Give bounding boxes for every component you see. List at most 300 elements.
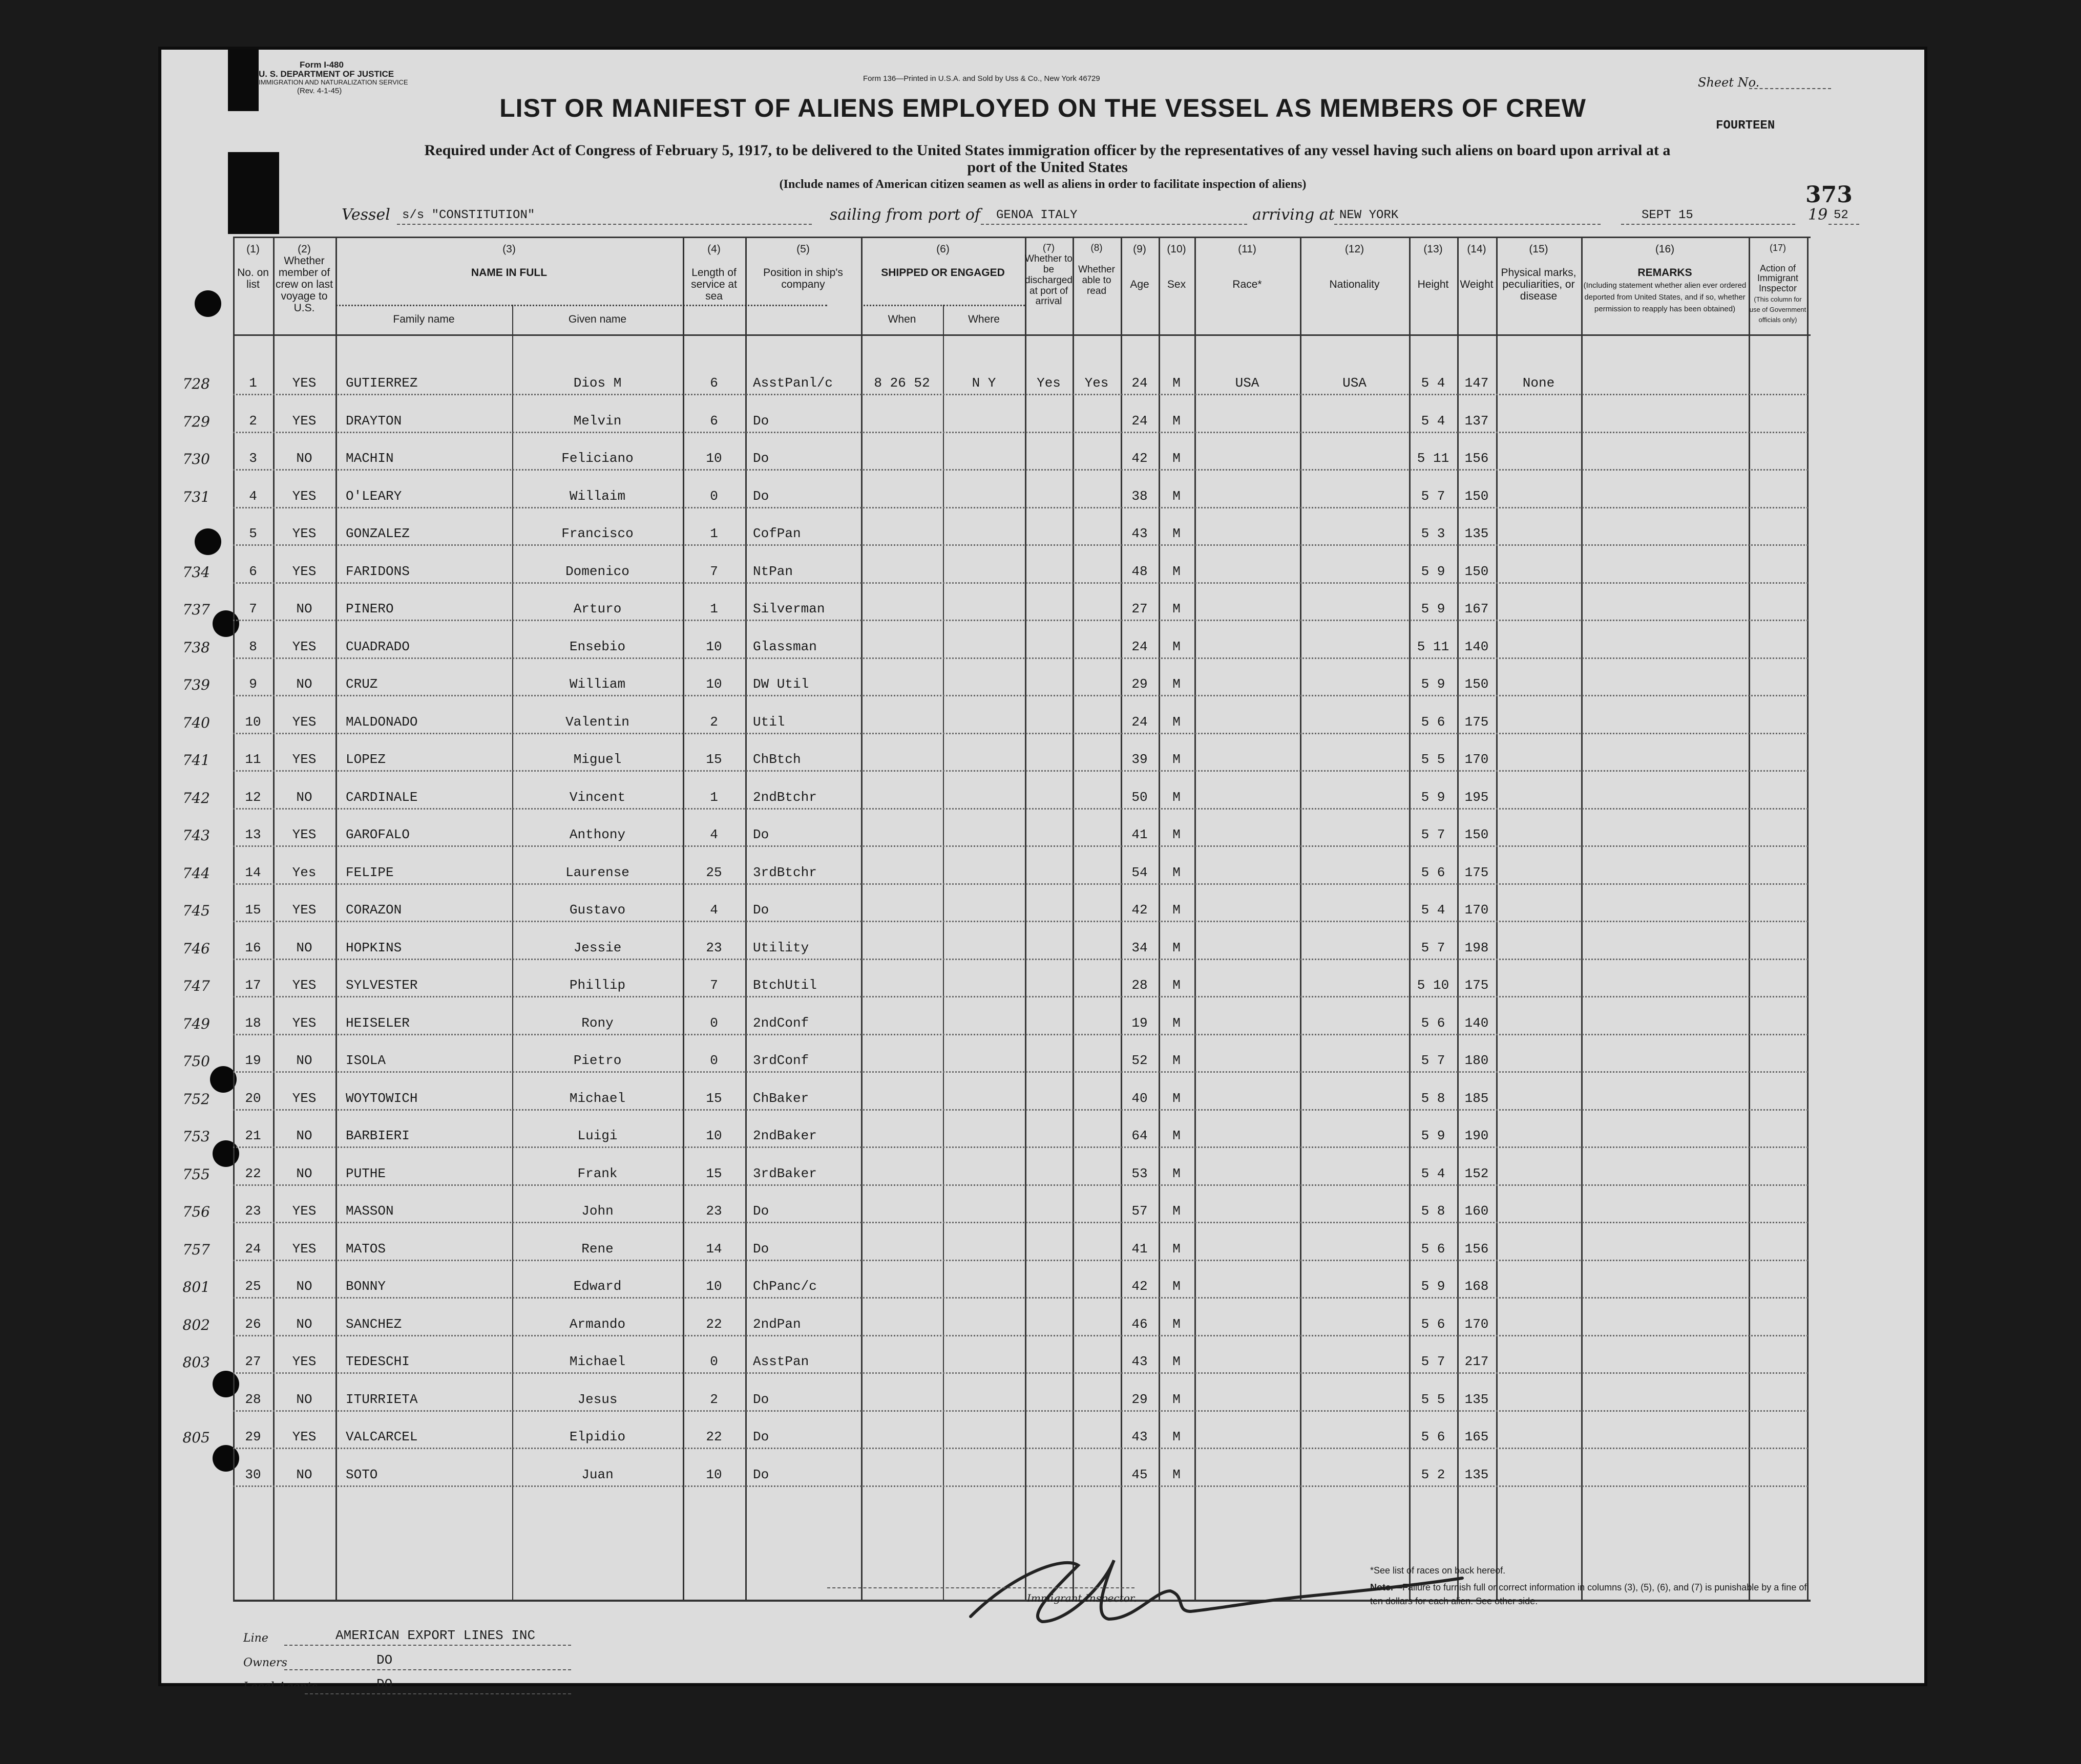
row-number: 18 bbox=[245, 1015, 261, 1031]
department: U. S. DEPARTMENT OF JUSTICE bbox=[259, 69, 394, 79]
row-margin-number: 740 bbox=[182, 714, 210, 731]
row-position: Do bbox=[753, 902, 769, 918]
row-position: 3rdBaker bbox=[753, 1165, 817, 1181]
row-weight: 217 bbox=[1464, 1354, 1489, 1369]
row-family-name: PUTHE bbox=[346, 1165, 386, 1181]
row-service-length: 2 bbox=[710, 1391, 718, 1407]
row-service-length: 15 bbox=[706, 752, 722, 767]
row-position: Do bbox=[753, 1203, 769, 1219]
row-divider bbox=[233, 1410, 1808, 1412]
row-previous-voyage: YES bbox=[292, 1203, 317, 1219]
row-age: 57 bbox=[1131, 1203, 1148, 1219]
row-service-length: 10 bbox=[706, 451, 722, 466]
row-sex: M bbox=[1172, 977, 1181, 993]
row-previous-voyage: NO bbox=[296, 1279, 312, 1294]
fine-note: Note.—Failure to furnish full or correct information in columns (3), (5), (6), and (7) is punishable by a fine of ten dollars for each alien. See other side. bbox=[1370, 1582, 1807, 1606]
row-given-name: Pietro bbox=[573, 1053, 622, 1068]
service: IMMIGRATION AND NATURALIZATION SERVICE bbox=[259, 78, 408, 86]
row-age: 48 bbox=[1131, 563, 1148, 579]
row-position: NtPan bbox=[753, 563, 793, 579]
row-sex: M bbox=[1172, 1241, 1181, 1257]
row-service-length: 0 bbox=[710, 488, 718, 504]
row-number: 26 bbox=[245, 1316, 261, 1332]
row-number: 29 bbox=[245, 1429, 261, 1444]
row-able-to-read: Yes bbox=[1084, 375, 1109, 391]
row-sex: M bbox=[1172, 1316, 1181, 1332]
row-divider bbox=[233, 845, 1808, 847]
row-position: 3rdBtchr bbox=[753, 864, 817, 880]
row-margin-number: 744 bbox=[182, 864, 210, 882]
row-family-name: MASSON bbox=[346, 1203, 394, 1219]
line-value: AMERICAN EXPORT LINES INC bbox=[335, 1628, 536, 1643]
row-given-name: Phillip bbox=[569, 977, 626, 993]
row-sex: M bbox=[1172, 1354, 1181, 1369]
row-previous-voyage: NO bbox=[296, 1165, 312, 1181]
row-number: 11 bbox=[245, 752, 261, 767]
row-family-name: TEDESCHI bbox=[346, 1354, 410, 1369]
row-number: 7 bbox=[249, 601, 257, 617]
row-given-name: Arturo bbox=[573, 601, 622, 617]
row-sex: M bbox=[1172, 451, 1181, 466]
row-service-length: 4 bbox=[710, 902, 718, 918]
col-header-6b: Where bbox=[968, 313, 1000, 325]
row-previous-voyage: NO bbox=[296, 676, 312, 692]
row-height: 5 10 bbox=[1417, 977, 1449, 993]
row-weight: 152 bbox=[1464, 1165, 1489, 1181]
row-sex: M bbox=[1172, 1128, 1181, 1143]
row-age: 42 bbox=[1131, 451, 1148, 466]
row-weight: 150 bbox=[1464, 488, 1489, 504]
row-service-length: 0 bbox=[710, 1015, 718, 1031]
row-number: 8 bbox=[249, 639, 257, 654]
row-family-name: ITURRIETA bbox=[346, 1391, 418, 1407]
row-service-length: 22 bbox=[706, 1429, 722, 1444]
row-weight: 140 bbox=[1464, 639, 1489, 654]
row-weight: 168 bbox=[1464, 1279, 1489, 1294]
redaction-mark bbox=[228, 152, 279, 234]
row-position: Utility bbox=[753, 940, 809, 955]
row-shipped-when: 8 26 52 bbox=[874, 375, 930, 391]
col-header-3b: Given name bbox=[568, 313, 627, 325]
row-service-length: 10 bbox=[706, 1128, 722, 1143]
row-height: 5 11 bbox=[1417, 639, 1449, 654]
row-height: 5 7 bbox=[1421, 488, 1445, 504]
row-position: Do bbox=[753, 1429, 769, 1444]
row-number: 5 bbox=[249, 526, 257, 541]
row-number: 12 bbox=[245, 789, 261, 805]
row-sex: M bbox=[1172, 676, 1181, 692]
row-number: 30 bbox=[245, 1467, 261, 1482]
row-family-name: CUADRADO bbox=[346, 639, 410, 654]
punch-hole bbox=[195, 528, 221, 555]
col-header-16: (16) REMARKS (Including statement whether alien ever ordered deported from United States, and if so, whether permission to reapply has been obtained) bbox=[1583, 243, 1747, 314]
row-given-name: Valentin bbox=[565, 714, 629, 730]
row-age: 24 bbox=[1131, 413, 1148, 429]
row-number: 17 bbox=[245, 977, 261, 993]
row-service-length: 15 bbox=[706, 1090, 722, 1106]
row-age: 45 bbox=[1131, 1467, 1148, 1482]
row-given-name: Michael bbox=[569, 1090, 626, 1106]
row-service-length: 0 bbox=[710, 1354, 718, 1369]
row-given-name: Gustavo bbox=[569, 902, 626, 918]
row-position: Do bbox=[753, 488, 769, 504]
row-number: 6 bbox=[249, 563, 257, 579]
row-previous-voyage: YES bbox=[292, 1015, 317, 1031]
row-family-name: LOPEZ bbox=[346, 752, 386, 767]
row-margin-number: 755 bbox=[182, 1165, 210, 1183]
row-previous-voyage: YES bbox=[292, 639, 317, 654]
row-weight: 160 bbox=[1464, 1203, 1489, 1219]
row-position: 2ndBtchr bbox=[753, 789, 817, 805]
row-service-length: 0 bbox=[710, 1053, 718, 1068]
row-margin-number: 747 bbox=[182, 977, 210, 994]
row-age: 41 bbox=[1131, 827, 1148, 842]
row-height: 5 6 bbox=[1421, 714, 1445, 730]
row-age: 29 bbox=[1131, 676, 1148, 692]
row-previous-voyage: NO bbox=[296, 789, 312, 805]
row-previous-voyage: YES bbox=[292, 1429, 317, 1444]
row-number: 22 bbox=[245, 1165, 261, 1181]
row-weight: 135 bbox=[1464, 1391, 1489, 1407]
row-number: 1 bbox=[249, 375, 257, 391]
sailing-port: GENOA ITALY bbox=[996, 208, 1078, 222]
row-sex: M bbox=[1172, 488, 1181, 504]
row-margin-number: 749 bbox=[182, 1015, 210, 1032]
row-physical-marks: None bbox=[1522, 375, 1555, 391]
row-divider bbox=[233, 1184, 1808, 1186]
row-family-name: GAROFALO bbox=[346, 827, 410, 842]
row-number: 14 bbox=[245, 864, 261, 880]
row-sex: M bbox=[1172, 1429, 1181, 1444]
row-divider bbox=[233, 620, 1808, 621]
col-header-9: (9) Age bbox=[1130, 243, 1149, 291]
row-previous-voyage: YES bbox=[292, 1241, 317, 1257]
row-family-name: PINERO bbox=[346, 601, 394, 617]
row-margin-number: 739 bbox=[182, 676, 210, 693]
row-previous-voyage: YES bbox=[292, 375, 317, 391]
row-given-name: Domenico bbox=[565, 563, 629, 579]
line-label: Line bbox=[243, 1632, 268, 1645]
row-height: 5 5 bbox=[1421, 1391, 1445, 1407]
row-weight: 156 bbox=[1464, 451, 1489, 466]
row-height: 5 7 bbox=[1421, 1354, 1445, 1369]
row-given-name: Vincent bbox=[569, 789, 626, 805]
row-height: 5 7 bbox=[1421, 940, 1445, 955]
row-margin-number: 734 bbox=[182, 563, 210, 581]
row-divider bbox=[233, 657, 1808, 659]
row-number: 9 bbox=[249, 676, 257, 692]
row-height: 5 9 bbox=[1421, 676, 1445, 692]
row-previous-voyage: YES bbox=[292, 413, 317, 429]
row-sex: M bbox=[1172, 526, 1181, 541]
agents-label: Local Agents bbox=[243, 1681, 318, 1693]
row-previous-voyage: YES bbox=[292, 902, 317, 918]
row-margin-number: 741 bbox=[182, 752, 210, 769]
row-service-length: 23 bbox=[706, 940, 722, 955]
row-service-length: 14 bbox=[706, 1241, 722, 1257]
row-previous-voyage: YES bbox=[292, 563, 317, 579]
row-discharged: Yes bbox=[1037, 375, 1061, 391]
row-height: 5 6 bbox=[1421, 1241, 1445, 1257]
row-divider bbox=[233, 996, 1808, 997]
col-header-1: (1) No. on list bbox=[237, 243, 269, 291]
row-divider bbox=[233, 1109, 1808, 1111]
row-given-name: Jessie bbox=[573, 940, 622, 955]
arrival-year: 52 bbox=[1834, 208, 1848, 222]
col-header-12: (12) Nationality bbox=[1329, 243, 1380, 291]
sheet-label: Sheet No. bbox=[1698, 75, 1760, 90]
row-number: 10 bbox=[245, 714, 261, 730]
row-sex: M bbox=[1172, 940, 1181, 955]
row-margin-number: 801 bbox=[182, 1279, 210, 1295]
row-number: 19 bbox=[245, 1053, 261, 1068]
row-given-name: Edward bbox=[573, 1279, 622, 1294]
row-height: 5 2 bbox=[1421, 1467, 1445, 1482]
row-position: Do bbox=[753, 413, 769, 429]
row-age: 24 bbox=[1131, 639, 1148, 654]
row-sex: M bbox=[1172, 827, 1181, 842]
row-divider bbox=[233, 1297, 1808, 1299]
page-title: LIST OR MANIFEST OF ALIENS EMPLOYED ON THE VESSEL AS MEMBERS OF CREW bbox=[499, 94, 1586, 122]
row-divider bbox=[233, 394, 1808, 395]
row-margin-number: 746 bbox=[182, 940, 210, 957]
row-number: 28 bbox=[245, 1391, 261, 1407]
sailing-label: sailing from port of bbox=[830, 206, 980, 224]
row-age: 38 bbox=[1131, 488, 1148, 504]
col-header-15: (15) Physical marks, peculiarities, or disease bbox=[1501, 243, 1576, 303]
col-header-10: (10) Sex bbox=[1167, 243, 1186, 291]
row-previous-voyage: NO bbox=[296, 1467, 312, 1482]
row-height: 5 9 bbox=[1421, 1279, 1445, 1294]
row-weight: 156 bbox=[1464, 1241, 1489, 1257]
row-number: 24 bbox=[245, 1241, 261, 1257]
row-family-name: MACHIN bbox=[346, 451, 394, 466]
row-margin-number: 756 bbox=[182, 1203, 210, 1220]
row-service-length: 23 bbox=[706, 1203, 722, 1219]
row-position: Do bbox=[753, 1391, 769, 1407]
row-sex: M bbox=[1172, 752, 1181, 767]
row-family-name: FELIPE bbox=[346, 864, 394, 880]
row-divider bbox=[233, 1034, 1808, 1035]
row-divider bbox=[233, 582, 1808, 584]
row-position: Util bbox=[753, 714, 785, 730]
row-age: 46 bbox=[1131, 1316, 1148, 1332]
row-family-name: CRUZ bbox=[346, 676, 378, 692]
row-divider bbox=[233, 695, 1808, 696]
row-sex: M bbox=[1172, 413, 1181, 429]
row-position: 2ndConf bbox=[753, 1015, 809, 1031]
row-service-length: 1 bbox=[710, 601, 718, 617]
row-position: ChPanc/c bbox=[753, 1279, 817, 1294]
row-family-name: O'LEARY bbox=[346, 488, 402, 504]
row-sex: M bbox=[1172, 639, 1181, 654]
row-age: 27 bbox=[1131, 601, 1148, 617]
row-previous-voyage: YES bbox=[292, 977, 317, 993]
row-height: 5 7 bbox=[1421, 1053, 1445, 1068]
row-margin-number: 742 bbox=[182, 789, 210, 806]
row-height: 5 9 bbox=[1421, 1128, 1445, 1143]
row-service-length: 4 bbox=[710, 827, 718, 842]
row-service-length: 10 bbox=[706, 639, 722, 654]
col-header-7: (7) Whether to be discharged at port of arrival bbox=[1025, 243, 1073, 307]
row-service-length: 22 bbox=[706, 1316, 722, 1332]
row-age: 42 bbox=[1131, 902, 1148, 918]
row-sex: M bbox=[1172, 1090, 1181, 1106]
row-age: 24 bbox=[1131, 375, 1148, 391]
row-divider bbox=[233, 733, 1808, 734]
row-weight: 195 bbox=[1464, 789, 1489, 805]
races-note: *See list of races on back hereof. bbox=[1370, 1565, 1506, 1576]
row-margin-number: 802 bbox=[182, 1316, 210, 1333]
subtitle-act bbox=[279, 142, 1816, 176]
row-given-name: Francisco bbox=[561, 526, 634, 541]
row-margin-number: 752 bbox=[182, 1090, 210, 1108]
row-service-length: 1 bbox=[710, 789, 718, 805]
row-age: 53 bbox=[1131, 1165, 1148, 1181]
row-family-name: SYLVESTER bbox=[346, 977, 418, 993]
row-weight: 175 bbox=[1464, 714, 1489, 730]
inspector-label: Immigrant Inspector. bbox=[1027, 1592, 1137, 1604]
row-number: 27 bbox=[245, 1354, 261, 1369]
sheet-word: FOURTEEN bbox=[1716, 119, 1775, 133]
row-margin-number: 729 bbox=[182, 413, 210, 430]
row-position: 3rdConf bbox=[753, 1053, 809, 1068]
col-header-6a: When bbox=[888, 313, 916, 325]
row-given-name: Elpidio bbox=[569, 1429, 626, 1444]
row-family-name: HOPKINS bbox=[346, 940, 402, 955]
row-given-name: Jesus bbox=[577, 1391, 618, 1407]
row-margin-number: 743 bbox=[182, 827, 210, 844]
row-divider bbox=[233, 1485, 1808, 1487]
row-divider bbox=[233, 544, 1808, 546]
row-age: 28 bbox=[1131, 977, 1148, 993]
col-header-3a: Family name bbox=[393, 313, 455, 325]
row-position: Glassman bbox=[753, 639, 817, 654]
row-height: 5 8 bbox=[1421, 1090, 1445, 1106]
row-age: 34 bbox=[1131, 940, 1148, 955]
row-previous-voyage: NO bbox=[296, 601, 312, 617]
row-previous-voyage: YES bbox=[292, 1354, 317, 1369]
row-age: 29 bbox=[1131, 1391, 1148, 1407]
row-given-name: Michael bbox=[569, 1354, 626, 1369]
row-position: Do bbox=[753, 827, 769, 842]
row-service-length: 6 bbox=[710, 413, 718, 429]
row-family-name: DRAYTON bbox=[346, 413, 402, 429]
row-age: 19 bbox=[1131, 1015, 1148, 1031]
row-position: AsstPanl/c bbox=[753, 375, 833, 391]
row-divider bbox=[233, 1071, 1808, 1073]
row-weight: 170 bbox=[1464, 902, 1489, 918]
row-number: 20 bbox=[245, 1090, 261, 1106]
row-previous-voyage: NO bbox=[296, 1128, 312, 1143]
year-prefix: 19 bbox=[1808, 206, 1828, 224]
row-family-name: FARIDONS bbox=[346, 563, 410, 579]
row-family-name: MALDONADO bbox=[346, 714, 418, 730]
row-margin-number: 753 bbox=[182, 1128, 210, 1145]
revision: (Rev. 4-1-45) bbox=[297, 87, 342, 95]
row-margin-number: 728 bbox=[182, 375, 210, 392]
row-given-name: Melvin bbox=[573, 413, 622, 429]
row-divider bbox=[233, 1335, 1808, 1336]
row-height: 5 8 bbox=[1421, 1203, 1445, 1219]
row-sex: M bbox=[1172, 1053, 1181, 1068]
row-divider bbox=[233, 1146, 1808, 1148]
row-sex: M bbox=[1172, 601, 1181, 617]
row-height: 5 9 bbox=[1421, 563, 1445, 579]
row-age: 50 bbox=[1131, 789, 1148, 805]
row-age: 42 bbox=[1131, 1279, 1148, 1294]
row-margin-number: 750 bbox=[182, 1053, 210, 1070]
row-service-length: 25 bbox=[706, 864, 722, 880]
row-divider bbox=[233, 808, 1808, 810]
row-previous-voyage: YES bbox=[292, 752, 317, 767]
row-weight: 137 bbox=[1464, 413, 1489, 429]
row-weight: 198 bbox=[1464, 940, 1489, 955]
vessel-label: Vessel bbox=[342, 206, 390, 224]
arriving-label: arriving at bbox=[1252, 206, 1335, 224]
row-race: USA bbox=[1235, 375, 1259, 391]
row-service-length: 7 bbox=[710, 977, 718, 993]
row-given-name: John bbox=[581, 1203, 614, 1219]
row-position: ChBtch bbox=[753, 752, 801, 767]
col-header-17: (17) Action of Immigrant Inspector (This column for use of Government officials only) bbox=[1749, 243, 1806, 324]
row-margin-number: 737 bbox=[182, 601, 210, 618]
row-divider bbox=[233, 1372, 1808, 1374]
subtitle-note: (Include names of American citizen seamen as well as aliens in order to facilitate inspection of aliens) bbox=[779, 178, 1307, 191]
row-age: 64 bbox=[1131, 1128, 1148, 1143]
row-position: DW Util bbox=[753, 676, 809, 692]
row-given-name: Rony bbox=[581, 1015, 614, 1031]
row-previous-voyage: YES bbox=[292, 827, 317, 842]
row-weight: 170 bbox=[1464, 752, 1489, 767]
row-divider bbox=[233, 883, 1808, 885]
vessel-name: s/s "CONSTITUTION" bbox=[402, 208, 535, 222]
row-height: 5 11 bbox=[1417, 451, 1449, 466]
row-previous-voyage: NO bbox=[296, 1053, 312, 1068]
row-age: 43 bbox=[1131, 1429, 1148, 1444]
row-family-name: SOTO bbox=[346, 1467, 378, 1482]
row-divider bbox=[233, 770, 1808, 772]
row-height: 5 4 bbox=[1421, 375, 1445, 391]
row-previous-voyage: NO bbox=[296, 940, 312, 955]
row-height: 5 6 bbox=[1421, 864, 1445, 880]
row-divider bbox=[233, 1222, 1808, 1223]
row-weight: 140 bbox=[1464, 1015, 1489, 1031]
row-sex: M bbox=[1172, 902, 1181, 918]
row-family-name: VALCARCEL bbox=[346, 1429, 418, 1444]
row-sex: M bbox=[1172, 1279, 1181, 1294]
row-previous-voyage: NO bbox=[296, 1391, 312, 1407]
row-previous-voyage: YES bbox=[292, 714, 317, 730]
row-age: 24 bbox=[1131, 714, 1148, 730]
row-position: AsstPan bbox=[753, 1354, 809, 1369]
row-service-length: 15 bbox=[706, 1165, 722, 1181]
row-given-name: Luigi bbox=[577, 1128, 618, 1143]
row-weight: 147 bbox=[1464, 375, 1489, 391]
row-given-name: Feliciano bbox=[561, 451, 634, 466]
row-height: 5 5 bbox=[1421, 752, 1445, 767]
row-position: Silverman bbox=[753, 601, 825, 617]
form-number: Form I-480 bbox=[300, 60, 344, 70]
row-number: 25 bbox=[245, 1279, 261, 1294]
row-height: 5 4 bbox=[1421, 902, 1445, 918]
row-position: Do bbox=[753, 1467, 769, 1482]
printer-line: Form 136—Printed in U.S.A. and Sold by Uss & Co., New York 46729 bbox=[863, 74, 1100, 83]
row-height: 5 7 bbox=[1421, 827, 1445, 842]
row-number: 23 bbox=[245, 1203, 261, 1219]
agents-value: DO bbox=[376, 1676, 393, 1692]
row-height: 5 6 bbox=[1421, 1429, 1445, 1444]
